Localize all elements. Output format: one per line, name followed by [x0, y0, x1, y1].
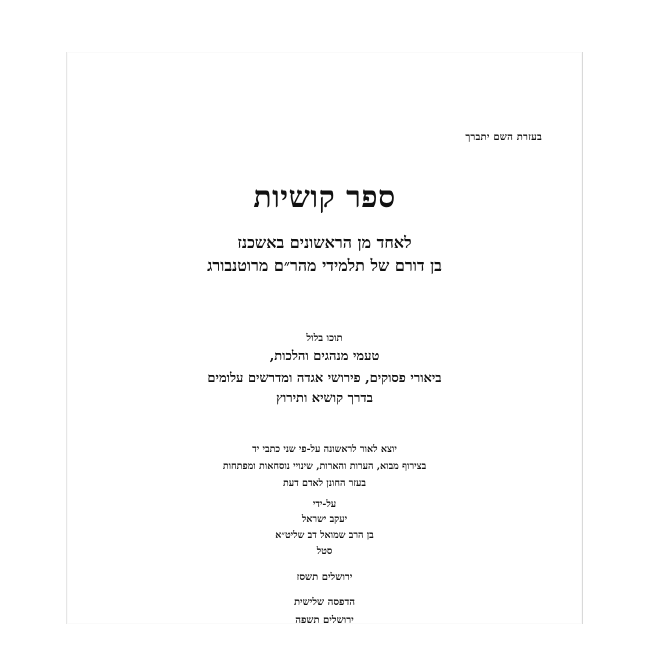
publication-line-1: יוצא לאור לראשונה על-פי שני כתבי יד — [252, 444, 397, 455]
publication-line-2: בצירוף מבוא, הערות והארות, שינויי נוסחאות ומפתחות — [222, 461, 427, 472]
author-name: יעקב ישראל — [301, 514, 348, 525]
author-lineage: בן הרב שמואל דב שליט״א — [275, 530, 374, 541]
author-surname: סטל — [316, 546, 333, 557]
blessing-line: בעזרת השם יתברך — [465, 132, 542, 143]
book-title: ספר קושיות — [253, 180, 396, 215]
contents-line-1: טעמי מנהגים והלכות, — [269, 349, 380, 364]
contents-line-3: בדרך קושיא ותירוץ — [276, 391, 373, 406]
subtitle-line-1: לאחד מן הראשונים באשכנז — [237, 233, 412, 252]
subtitle-line-2: בן דורם של תלמידי מהר״ם מרוטנבורג — [207, 256, 442, 275]
first-publication-place: ירושלים תשסז — [296, 572, 353, 583]
title-page — [66, 52, 583, 624]
by-label: על-ידי — [312, 499, 337, 510]
contents-label: תוכו בלול — [306, 333, 343, 344]
contents-line-2: ביאורי פסוקים, פירושי אגדה ומדרשים עלומים — [207, 371, 442, 386]
publication-line-3: בעזר החונן לאדם דעת — [283, 478, 366, 489]
current-publication-place: ירושלים תשפה — [295, 615, 354, 626]
edition-label: הדפסה שלישית — [293, 597, 356, 608]
